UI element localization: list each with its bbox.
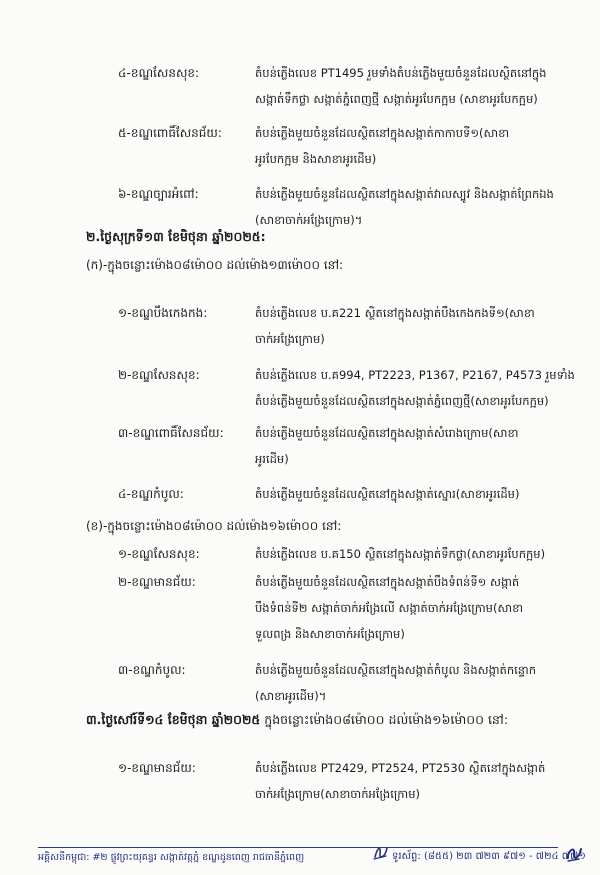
- area-description: [255, 481, 560, 507]
- district-label: ៤-ខណ្ឌកំបូល:: [118, 487, 184, 501]
- period-b-heading: (ខ)-ក្នុងចន្លោះម៉ោង០៨ម៉ោ០០ ដល់ម៉ោង១៦ម៉ោ០០ នៅ:: [86, 519, 342, 533]
- description-line: តំបន់ភ្លើងមួយចំនួនដែលស្ថិតនៅក្នុងសង្កាត់វាលស្បូវ និងសង្កាត់ព្រែកឯង: [255, 187, 554, 201]
- area-description: [255, 541, 560, 567]
- period-a-heading: (ក)-ក្នុងចន្លោះម៉ោង០៨ម៉ោ០០ ដល់ម៉ោង១៣ម៉ោ០០ នៅ:: [86, 258, 344, 272]
- day3-heading: [86, 707, 508, 733]
- description-line: អូរបែកក្អម និងសាខាអូរដើម): [255, 152, 377, 166]
- description-line: តំបន់ភ្លើងមួយចំនួនដែលស្ថិតនៅក្នុងសង្កាត់បឹងទំពន់ទី១ សង្កាត់: [255, 575, 520, 589]
- footer-divider: [38, 847, 558, 848]
- district-label: ៥-ខណ្ឌពោធិ៍សែនជ័យ:: [118, 126, 222, 140]
- description-line: តំបន់ភ្លើងមួយចំនួនដែលស្ថិតនៅក្នុងសង្កាត់ភ្នំពេញថ្មី(សាខាអូរបែកក្អម): [255, 394, 549, 408]
- description-line: តំបន់ភ្លើងមួយចំនួនដែលស្ថិតនៅក្នុងសង្កាត់កាកាបទី១(សាខា: [255, 126, 510, 140]
- signature-mark-icon: [372, 842, 390, 862]
- description-line: សង្កាត់ទឹកថ្លា សង្កាត់ភ្នំពេញថ្មី សង្កាត់អូរបែកក្អម (សាខាអូរបែកក្អម): [255, 92, 538, 106]
- area-description: [255, 300, 560, 352]
- day2-heading: [86, 224, 266, 250]
- footer-address: អគ្គិសនីកម្ពុជា: #២ ផ្លូវព្រះយុគន្ធរ សង្កាត់វត្តភ្នំ ខណ្ឌដូនពេញ រាជធានីភ្នំពេញ: [38, 852, 305, 863]
- area-description: [255, 60, 560, 112]
- district-label: ៦-ខណ្ឌច្បារអំពៅ:: [118, 187, 199, 201]
- area-description: [255, 420, 560, 472]
- district-label: ១-ខណ្ឌសែនសុខ:: [118, 547, 200, 561]
- description-line: អូរដើម): [255, 452, 289, 466]
- area-description: [255, 181, 560, 233]
- description-line: ទួលពង្រ និងសាខាចាក់អង្រែក្រោម): [255, 627, 405, 641]
- footer-phone: ទូរស័ព្ទ: (៨៥៥) ២៣ ៧២៣ ៩៧១ - ៧២៤ ៧៧១: [392, 851, 586, 862]
- day3-title: ៣.ថ្ងៃសៅរ៍ទី១៤ ខែមិថុនា ឆ្នាំ២០២៥: [86, 712, 261, 727]
- description-line: តំបន់ភ្លើងលេខ PT2429, PT2524, PT2530 ស្ថិតនៅក្នុងសង្កាត់: [255, 761, 546, 775]
- description-line: តំបន់ភ្លើងមួយចំនួនដែលស្ថិតនៅក្នុងសង្កាត់កំបូល និងសង្កាត់កន្ទោក: [255, 663, 537, 677]
- area-description: [255, 755, 560, 807]
- area-description: [255, 569, 560, 647]
- area-description: [255, 657, 560, 709]
- day3-time-range: ក្នុងចន្លោះម៉ោង០៨ម៉ោ០០ ដល់ម៉ោង១៦ម៉ោ០០ នៅ:: [260, 712, 509, 727]
- description-line: (សាខាចាក់អង្រែក្រោម)។: [255, 213, 363, 227]
- description-line: តំបន់ភ្លើងលេខ PT1495 រួមទាំងតំបន់ភ្លើងមួយចំនួនដែលស្ថិតនៅក្នុង: [255, 66, 547, 80]
- district-label: ១-ខណ្ឌមានជ័យ:: [118, 761, 196, 775]
- district-label: ២-ខណ្ឌសែនសុខ:: [118, 368, 200, 382]
- district-label: ៤-ខណ្ឌសែនសុខ:: [118, 66, 200, 80]
- day2-title: ២.ថ្ងៃសុក្រទី១៣ ខែមិថុនា ឆ្នាំ២០២៥:: [86, 229, 266, 244]
- area-description: [255, 120, 560, 172]
- area-description: [255, 362, 575, 414]
- description-line: (សាខាអូរដើម)។: [255, 689, 327, 703]
- description-line: តំបន់ភ្លើងលេខ ប.គ150 ស្ថិតនៅក្នុងសង្កាត់ទឹកថ្លា(សាខាអូរបែកក្អម): [255, 547, 546, 561]
- description-line: តំបន់ភ្លើងលេខ ប.គ221 ស្ថិតនៅក្នុងសង្កាត់បឹងកេងកងទី១(សាខា: [255, 306, 535, 320]
- description-line: តំបន់ភ្លើងមួយចំនួនដែលស្ថិតនៅក្នុងសង្កាត់សំរោងក្រោម(សាខា: [255, 426, 519, 440]
- description-line: ចាក់អង្រែក្រោម): [255, 332, 325, 346]
- district-label: ១-ខណ្ឌបឹងកេងកង:: [118, 306, 208, 320]
- description-line: បឹងទំពន់ទី២ សង្កាត់ចាក់អង្រែលើ សង្កាត់ចាក់អង្រែក្រោម(សាខា: [255, 601, 524, 615]
- district-label: ២-ខណ្ឌមានជ័យ:: [118, 575, 196, 589]
- description-line: តំបន់ភ្លើងមួយចំនួនដែលស្ថិតនៅក្នុងសង្កាត់ស្នោរ(សាខាអូរដើម): [255, 487, 520, 501]
- description-line: តំបន់ភ្លើងលេខ ប.គ994, PT2223, P1367, P2167, P4573 រួមទាំង: [255, 368, 575, 382]
- description-line: ចាក់អង្រែក្រោម(សាខាចាក់អង្រែក្រោម): [255, 787, 421, 801]
- district-label: ៣-ខណ្ឌកំបូល:: [118, 663, 186, 677]
- page-number-mark-icon: [563, 842, 585, 866]
- district-label: ៣-ខណ្ឌពោធិ៍សែនជ័យ:: [118, 426, 224, 440]
